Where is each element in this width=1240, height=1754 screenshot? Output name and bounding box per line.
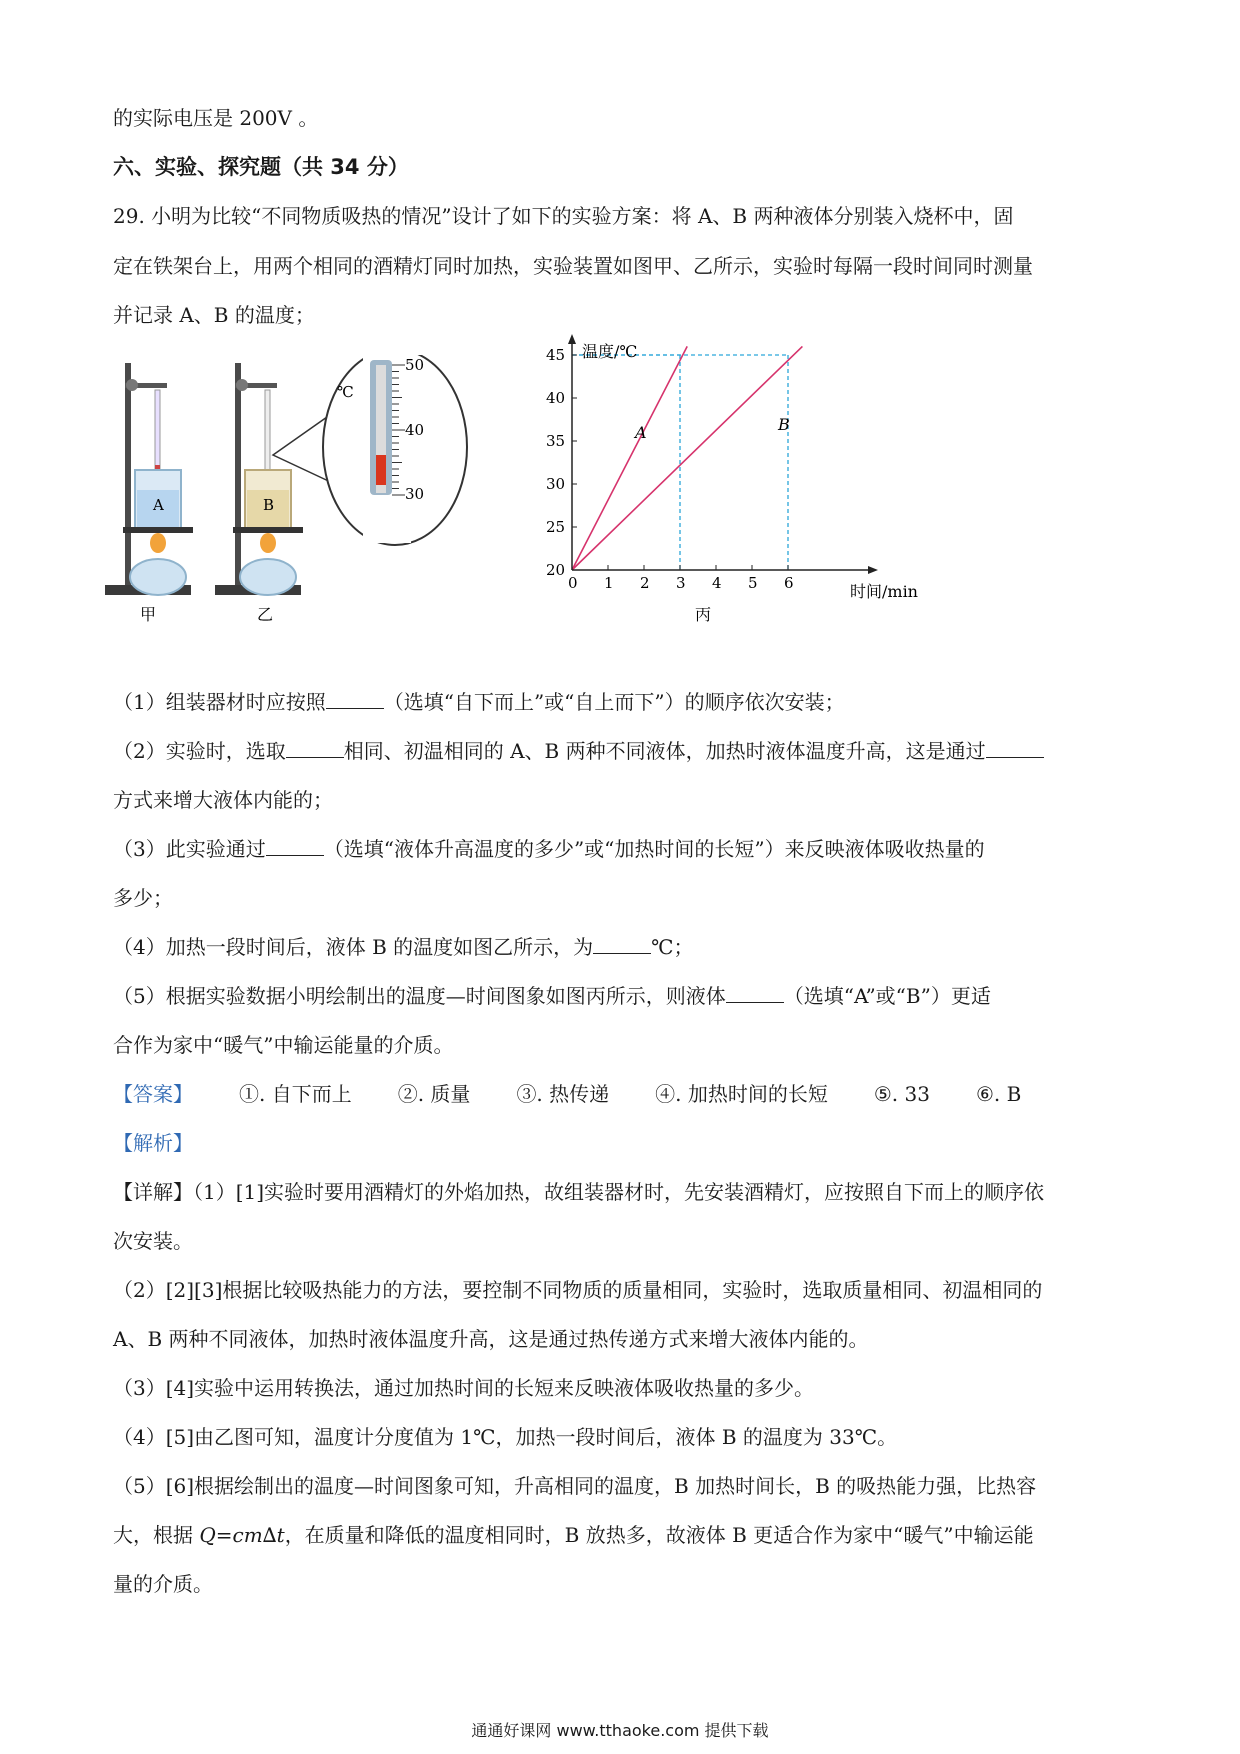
answer-item: ⑤. 33 xyxy=(873,1082,930,1106)
formula: Q=cm∆t xyxy=(199,1523,285,1547)
figure-label-yi: 乙 xyxy=(257,605,274,624)
analysis-line: 次安装。 xyxy=(113,1229,193,1253)
answer-item: ③. 热传递 xyxy=(516,1082,610,1106)
y-tick-label: 45 xyxy=(546,346,566,364)
x-tick-label: 0 xyxy=(568,574,578,592)
analysis-tag: 【解析】 xyxy=(113,1131,193,1155)
y-tick-label: 40 xyxy=(546,389,566,407)
question-line: 并记录 A、B 的温度； xyxy=(113,303,315,327)
answer-item: ②. 质量 xyxy=(397,1082,471,1106)
section-heading: 六、实验、探究题（共 34 分） xyxy=(113,155,409,179)
analysis-line: 量的介质。 xyxy=(113,1572,213,1596)
thermometer-unit: ℃ xyxy=(337,383,354,401)
analysis-line: （3）[4]实验中运用转换法，通过加热时间的长短来反映液体吸收热量的多少。 xyxy=(113,1376,815,1400)
series-a-label: A xyxy=(635,423,647,442)
page-footer: 通通好课网 www.tthaoke.com 提供下载 xyxy=(471,1721,769,1740)
figure-label-bing: 丙 xyxy=(695,605,712,624)
answer-blank xyxy=(726,982,784,1003)
x-tick-label: 3 xyxy=(676,574,686,592)
question-line: 定在铁架台上，用两个相同的酒精灯同时加热，实验装置如图甲、乙所示，实验时每隔一段时间同时测量 xyxy=(113,254,1033,278)
answer-blank xyxy=(326,688,384,709)
stand-yi xyxy=(215,363,303,595)
answer-item: ⑥. B xyxy=(975,1082,1022,1106)
x-tick-label: 1 xyxy=(604,574,614,592)
analysis-line: （4）[5]由乙图可知，温度计分度值为 1℃，加热一段时间后，液体 B 的温度为 33℃。 xyxy=(113,1425,898,1449)
question-3-cont: 多少； xyxy=(113,886,173,910)
answer-item: ④. 加热时间的长短 xyxy=(655,1082,828,1106)
question-1: （1）组装器材时应按照 （选填“自下而上”或“自上而下”）的顺序依次安装； xyxy=(113,690,845,714)
analysis-line: A、B 两种不同液体，加热时液体温度升高，这是通过热传递方式来增大液体内能的。 xyxy=(113,1327,869,1351)
y-axis-label: 温度/℃ xyxy=(582,342,638,361)
answer-blank xyxy=(986,737,1044,758)
figure-label-jia: 甲 xyxy=(140,605,157,624)
temperature-time-chart xyxy=(520,330,940,630)
series-line-b xyxy=(572,346,802,570)
text-line: 的实际电压是 200V 。 xyxy=(113,106,319,130)
beaker-b-label: B xyxy=(263,496,275,514)
x-tick-label: 4 xyxy=(712,574,722,592)
series-b-label: B xyxy=(778,415,790,434)
series-line-a xyxy=(572,346,687,570)
answer-tag: 【答案】 xyxy=(113,1082,193,1106)
question-4: （4）加热一段时间后，液体 B 的温度如图乙所示，为 ℃； xyxy=(113,935,694,959)
thermometer-30: 30 xyxy=(405,485,425,503)
x-tick-label: 5 xyxy=(748,574,758,592)
answer-blank xyxy=(593,933,651,954)
stand-jia xyxy=(105,363,193,595)
x-tick-label: 2 xyxy=(640,574,650,592)
thermometer-40: 40 xyxy=(405,421,425,439)
thermometer-magnified xyxy=(273,355,467,545)
analysis-line: （5）[6]根据绘制出的温度—时间图象可知，升高相同的温度，B 加热时间长，B 的吸热能力强，比热容 xyxy=(113,1474,1037,1498)
answer-line xyxy=(113,1080,1021,1108)
question-3: （3）此实验通过 （选填“液体升高温度的多少”或“加热时间的长短”）来反映液体吸收热量的 xyxy=(113,837,985,861)
answer-blank xyxy=(286,737,344,758)
question-2: （2）实验时，选取 相同、初温相同的 A、B 两种不同液体，加热时液体温度升高，这是通过 xyxy=(113,737,1044,765)
x-tick-label: 6 xyxy=(784,574,794,592)
y-tick-label: 30 xyxy=(546,475,566,493)
answer-blank xyxy=(266,835,324,856)
question-5-cont: 合作为家中“暖气”中输运能量的介质。 xyxy=(113,1033,454,1057)
y-tick-label: 20 xyxy=(546,561,566,579)
thermometer-50: 50 xyxy=(405,356,425,374)
analysis-line: 【详解】（1）[1]实验时要用酒精灯的外焰加热，故组装器材时，先安装酒精灯，应按照自下而上的顺序依 xyxy=(113,1180,1045,1204)
y-tick-label: 25 xyxy=(546,518,566,536)
y-tick-label: 35 xyxy=(546,432,566,450)
question-line: 29. 小明为比较“不同物质吸热的情况”设计了如下的实验方案：将 A、B 两种液体分别装入烧杯中，固 xyxy=(113,204,1014,228)
x-axis-label: 时间/min xyxy=(850,582,918,601)
answer-item: ①. 自下而上 xyxy=(239,1082,352,1106)
analysis-line: 大，根据 Q=cm∆t，在质量和降低的温度相同时，B 放热多，故液体 B 更适合作为家中“暖气”中输运能 xyxy=(113,1523,1034,1547)
question-2-cont: 方式来增大液体内能的； xyxy=(113,788,333,812)
question-5: （5）根据实验数据小明绘制出的温度—时间图象如图丙所示，则液体 （选填“A”或“B”）更适 xyxy=(113,984,991,1008)
beaker-a-label: A xyxy=(153,496,164,514)
analysis-line: （2）[2][3]根据比较吸热能力的方法，要控制不同物质的质量相同，实验时，选取质量相同、初温相同的 xyxy=(113,1278,1043,1302)
apparatus-figure xyxy=(105,355,505,640)
